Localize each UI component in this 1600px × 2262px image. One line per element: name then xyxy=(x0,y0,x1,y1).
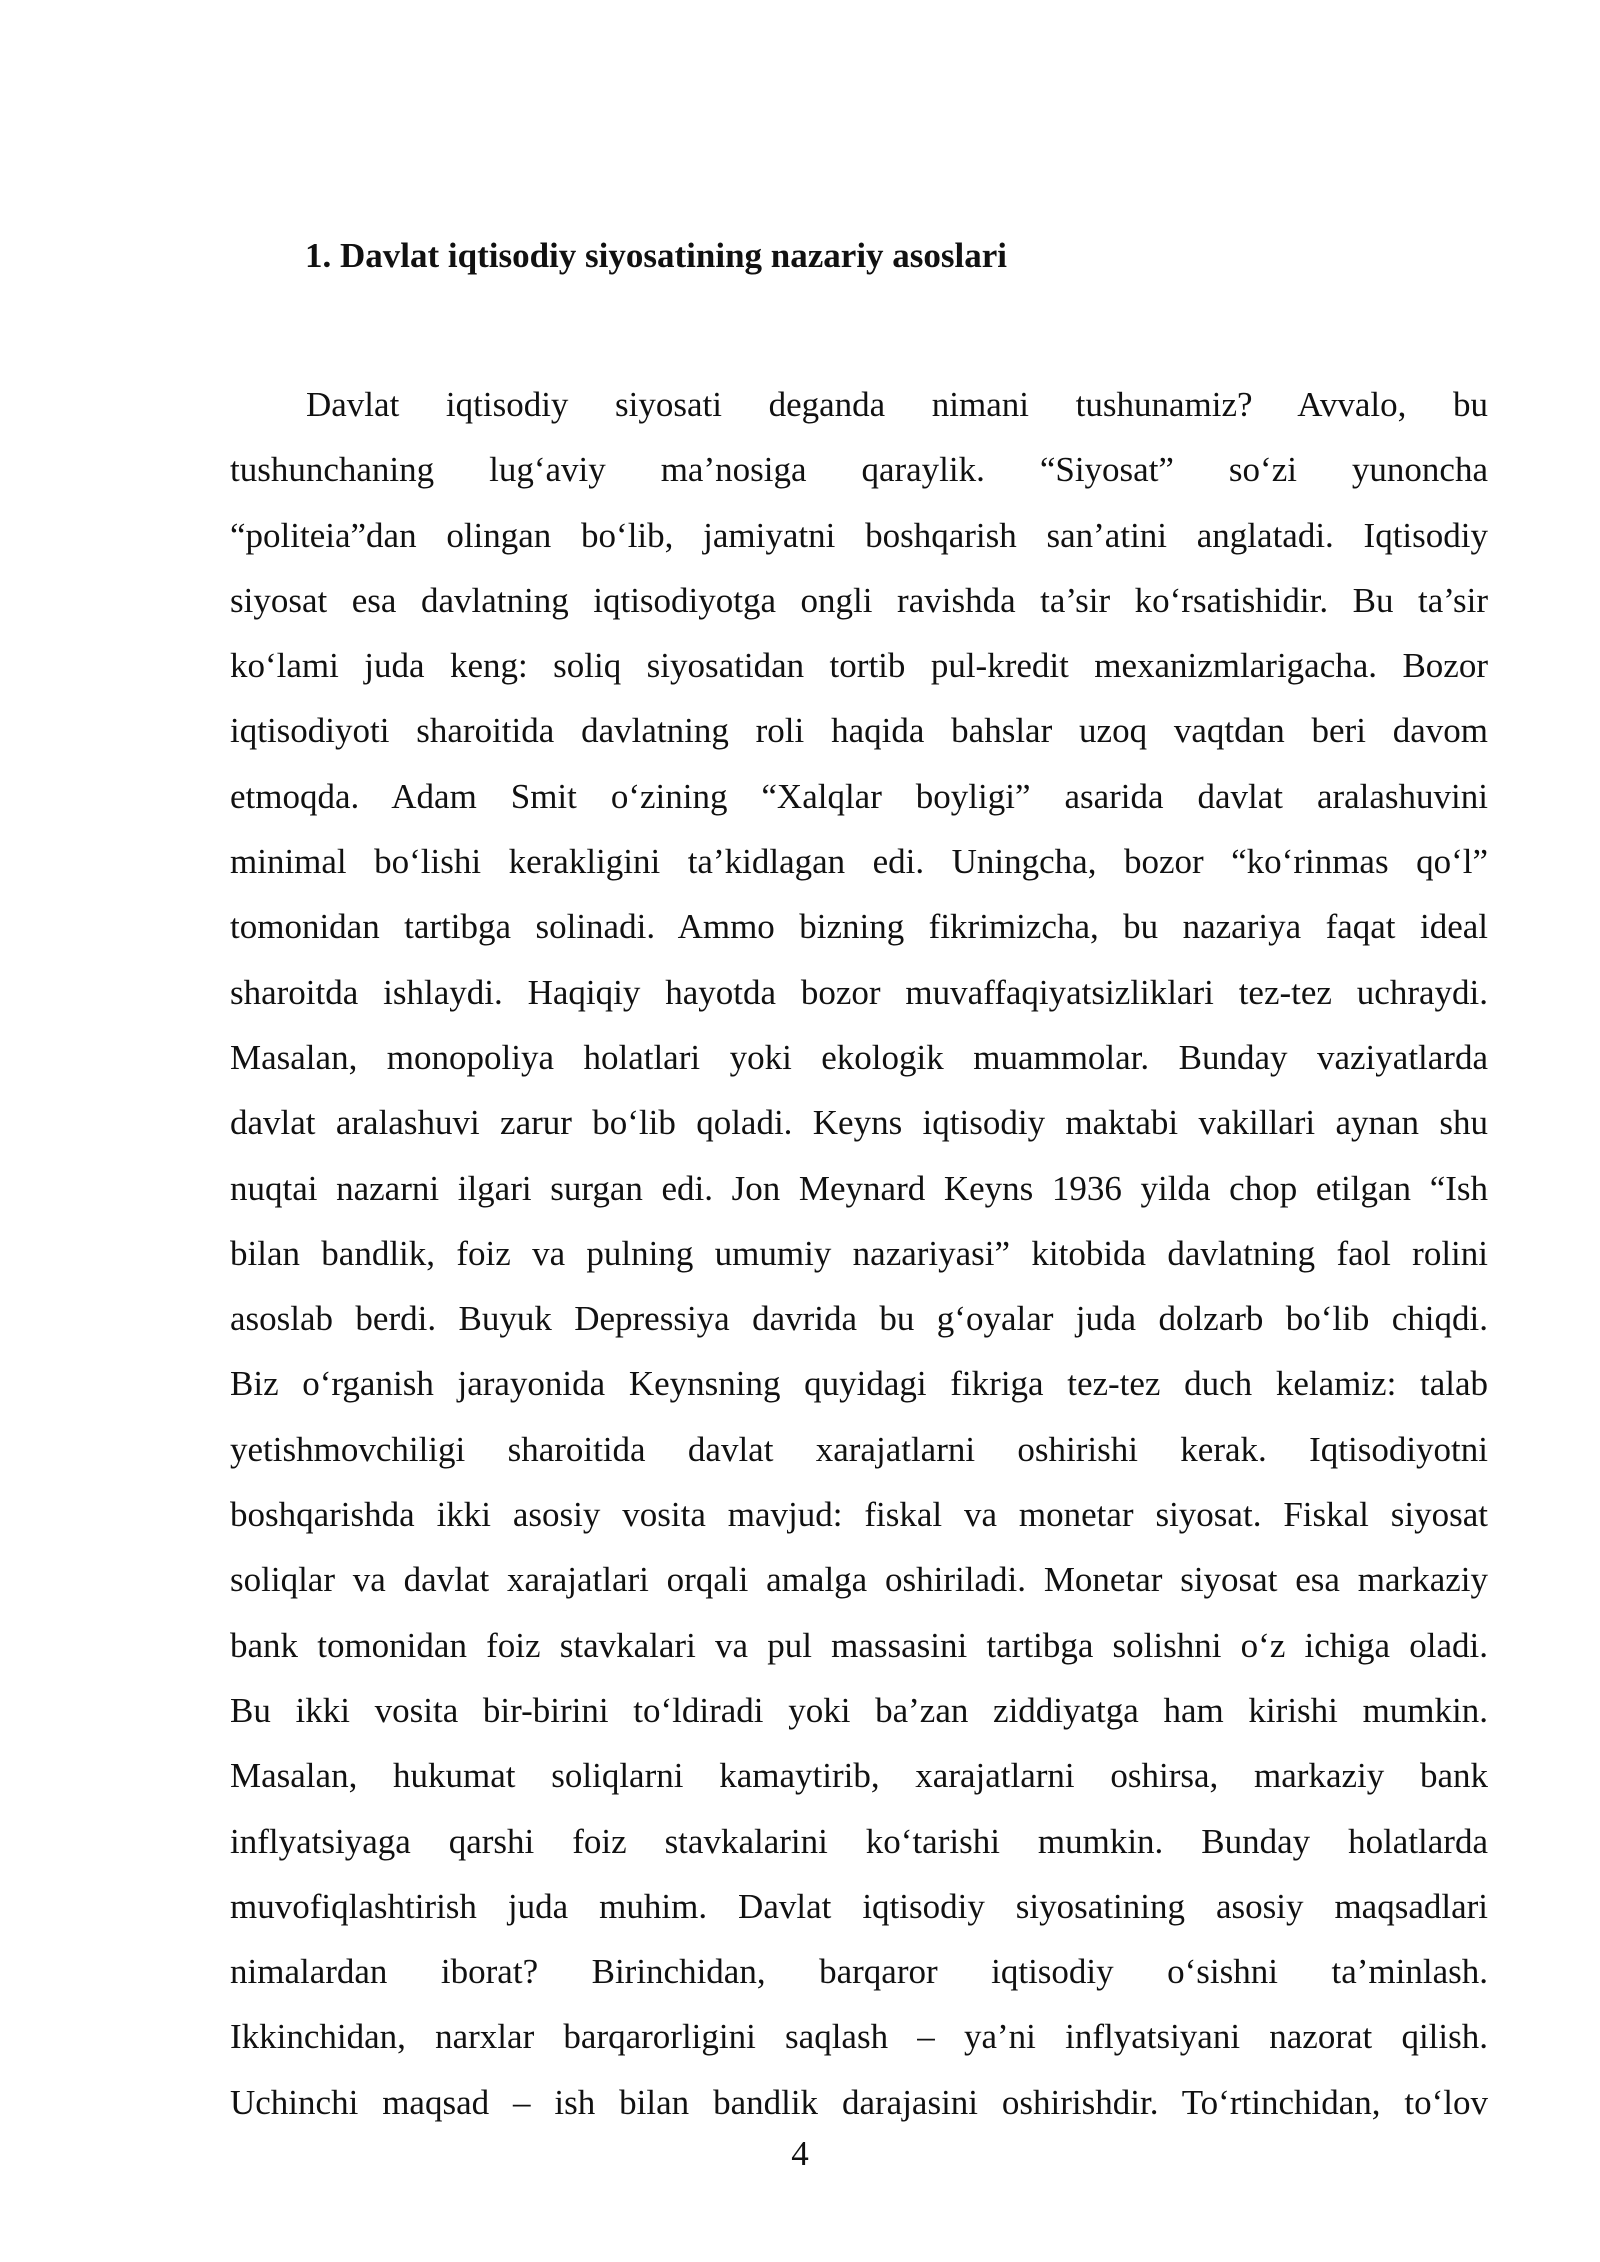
paragraph-line: Masalan, monopoliya holatlari yoki ekologik muammolar. Bunday vaziyatlarda xyxy=(230,1037,1488,1077)
paragraph-line: sharoitda ishlaydi. Haqiqiy hayotda bozor muvaffaqiyatsizliklari tez-tez uchraydi. xyxy=(230,972,1488,1012)
paragraph-line: boshqarishda ikki asosiy vosita mavjud: fiskal va monetar siyosat. Fiskal siyosat xyxy=(230,1495,1488,1535)
paragraph-line: nuqtai nazarni ilgari surgan edi. Jon Meynard Keyns 1936 yilda chop etilgan “Ish xyxy=(230,1168,1488,1208)
paragraph-line: tushunchaning lug‘aviy ma’nosiga qaraylik. “Siyosat” so‘zi yunoncha xyxy=(230,450,1488,490)
paragraph-line: Masalan, hukumat soliqlarni kamaytirib, xarajatlarni oshirsa, markaziy bank xyxy=(230,1756,1488,1796)
paragraph-line: davlat aralashuvi zarur bo‘lib qoladi. Keyns iqtisodiy maktabi vakillari aynan shu xyxy=(230,1103,1488,1143)
paragraph-line: tomonidan tartibga solinadi. Ammo bizning fikrimizcha, bu nazariya faqat ideal xyxy=(230,907,1488,947)
paragraph-line: iqtisodiyoti sharoitida davlatning roli haqida bahslar uzoq vaqtdan beri davom xyxy=(230,711,1488,751)
paragraph-line: asoslab berdi. Buyuk Depressiya davrida bu g‘oyalar juda dolzarb bo‘lib chiqdi. xyxy=(230,1299,1488,1339)
paragraph-line: Bu ikki vosita bir-birini to‘ldiradi yoki ba’zan ziddiyatga ham kirishi mumkin. xyxy=(230,1690,1488,1730)
section-heading: 1. Davlat iqtisodiy siyosatining nazariy asoslari xyxy=(305,236,1008,275)
body-paragraph xyxy=(230,372,1488,2137)
paragraph-line: Davlat iqtisodiy siyosati deganda nimani tushunamiz? Avvalo, bu xyxy=(306,385,1488,424)
paragraph-line: etmoqda. Adam Smit o‘zining “Xalqlar boyligi” asarida davlat aralashuvini xyxy=(230,776,1488,816)
paragraph-line: yetishmovchiligi sharoitida davlat xarajatlarni oshirishi kerak. Iqtisodiyotni xyxy=(230,1429,1488,1469)
paragraph-line: nimalardan iborat? Birinchidan, barqaror iqtisodiy o‘sishni ta’minlash. xyxy=(230,1952,1488,1992)
paragraph-line: ko‘lami juda keng: soliq siyosatidan tortib pul-kredit mexanizmlarigacha. Bozor xyxy=(230,646,1488,686)
page-number: 4 xyxy=(791,2134,809,2173)
paragraph-line: Biz o‘rganish jarayonida Keynsning quyidagi fikriga tez-tez duch kelamiz: talab xyxy=(230,1364,1488,1404)
paragraph-line: Uchinchi maqsad – ish bilan bandlik darajasini oshirishdir. To‘rtinchidan, to‘lov xyxy=(230,2082,1488,2122)
paragraph-line: bilan bandlik, foiz va pulning umumiy nazariyasi” kitobida davlatning faol rolini xyxy=(230,1233,1488,1273)
paragraph-line: inflyatsiyaga qarshi foiz stavkalarini ko‘tarishi mumkin. Bunday holatlarda xyxy=(230,1821,1488,1861)
paragraph-line: siyosat esa davlatning iqtisodiyotga ongli ravishda ta’sir ko‘rsatishidir. Bu ta’sir xyxy=(230,580,1488,620)
paragraph-line: soliqlar va davlat xarajatlari orqali amalga oshiriladi. Monetar siyosat esa markaziy xyxy=(230,1560,1488,1600)
paragraph-line: minimal bo‘lishi kerakligini ta’kidlagan edi. Uningcha, bozor “ko‘rinmas qo‘l” xyxy=(230,842,1488,882)
paragraph-line: “politeia”dan olingan bo‘lib, jamiyatni boshqarish san’atini anglatadi. Iqtisodiy xyxy=(230,515,1488,555)
paragraph-line: muvofiqlashtirish juda muhim. Davlat iqtisodiy siyosatining asosiy maqsadlari xyxy=(230,1886,1488,1926)
paragraph-line: bank tomonidan foiz stavkalari va pul massasini tartibga solishni o‘z ichiga oladi. xyxy=(230,1625,1488,1665)
paragraph-line: Ikkinchidan, narxlar barqarorligini saqlash – ya’ni inflyatsiyani nazorat qilish. xyxy=(230,2017,1488,2057)
